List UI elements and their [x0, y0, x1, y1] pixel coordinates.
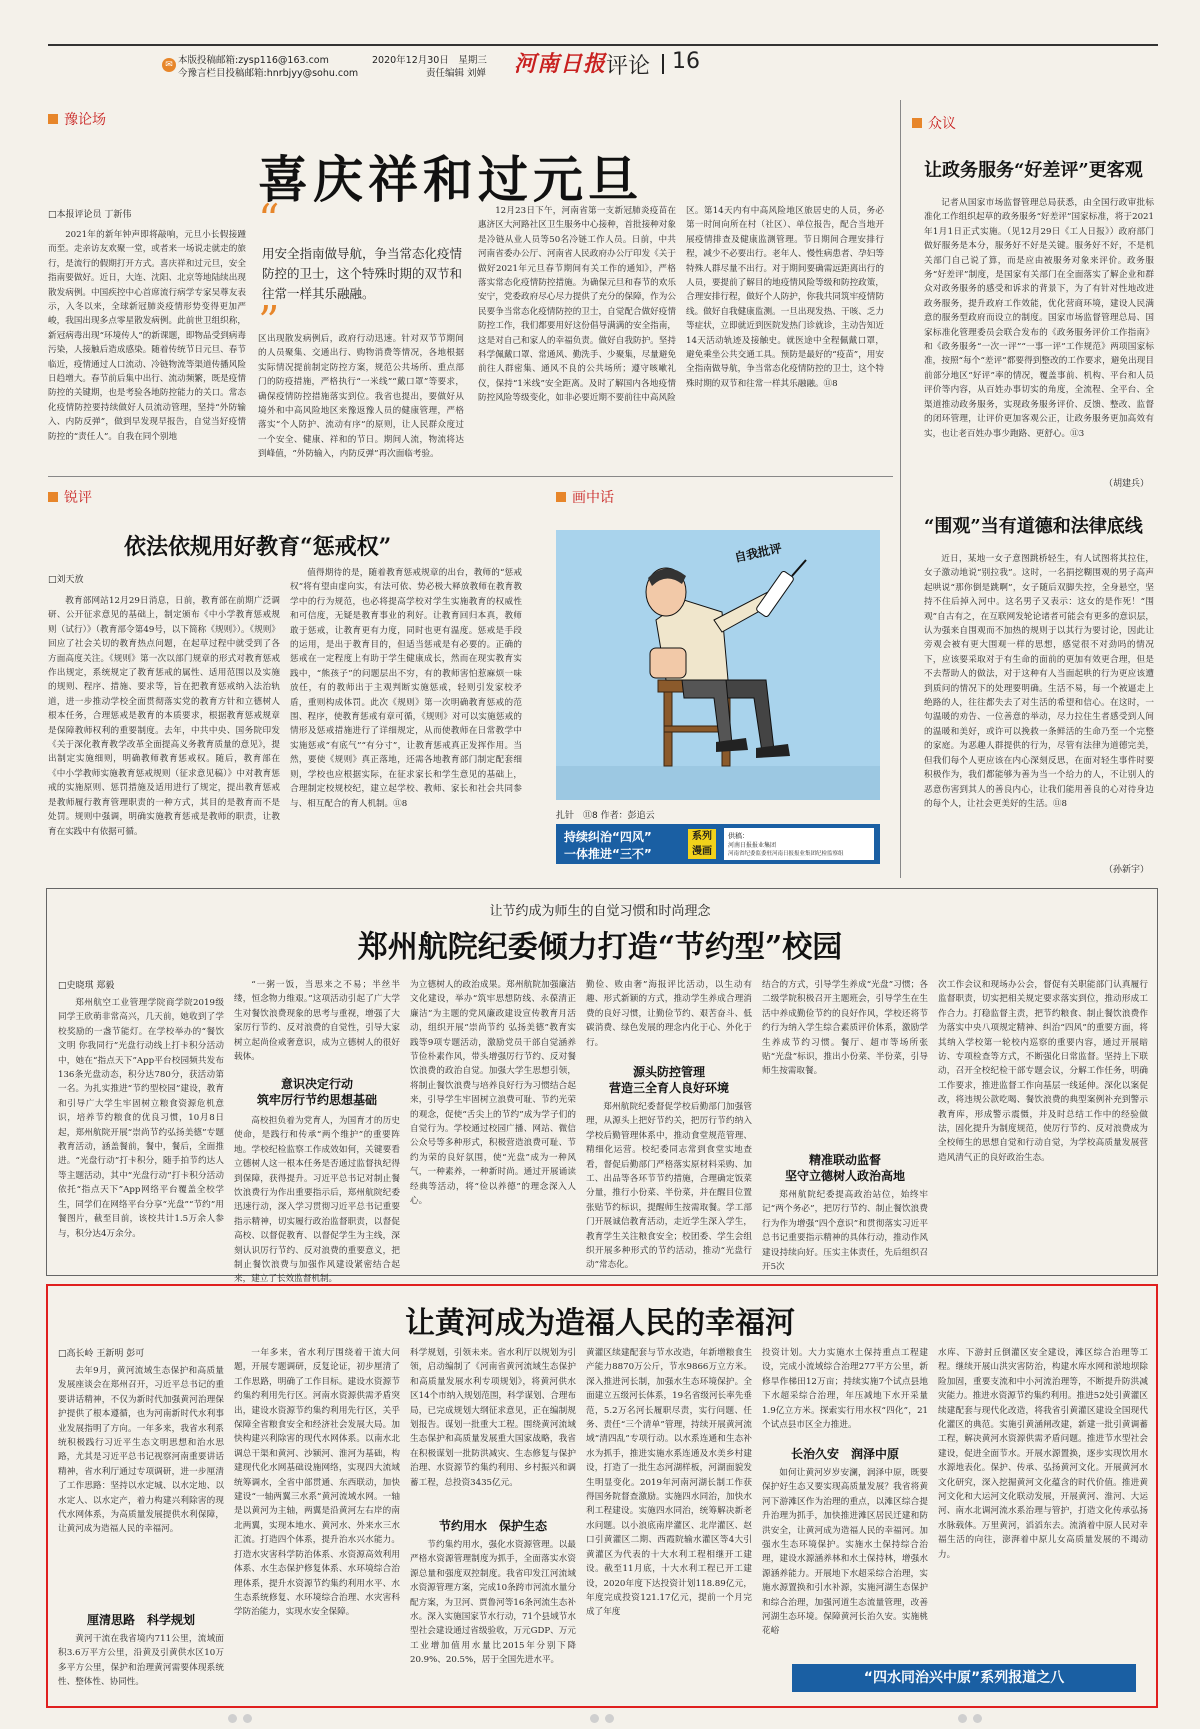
shuiping-col1: 教育部网站12月29日消息，日前，教育部在前期广泛调研、公开征求意见的基础上，制定颁布《中小学教育惩戒规则（试行）》（教育部令第49号，以下简称《规则》）。《规则》回应了社会关切的教育热点问题，在起草过程中就受到了各方面高度关注。《规则》第一次以部门规章的形式对教育惩戒作出规定，系统规定了教育惩戒的属性、适用范围以及实施的规则、程序、措施、要求等，旨在把教育惩戒纳入法治轨道，进一步推动学校全面贯彻落实党的教育方针和立德树人根本任务，合理惩戒是教育的本质要求，根据教育惩戒规章是保障教师权利的重要制度。去年，中共中央、国务院印发《关于深化教育教学改革全面提高义务教育质量的意见》，提出制定实施细则，明确教师教育惩戒权。随后，教育部在《中小学教师实施教育惩戒规则（征求意见稿）》中对教育惩戒的实施原则、惩罚措施及适用进行了规定，提出教育惩戒是教师履行教育管理职责的一种方式，其目的是教育而不是处罚。规则中强调，明确实施教育惩戒是教师的职责，让教育在实践中有依据可循。: [48, 596, 280, 837]
zhengzhou-col2: “一粥一饭，当思来之不易；半丝半缕，恒念物力维艰。”这项活动引起了广大学生对餐饮浪费现象的思考与重视，增强了大家厉行节约、反对浪费的自觉性，引导大家树立起尚俭戒奢意识，成为立德树人的很好载体。: [234, 980, 400, 1063]
page-footer-dots-right: [958, 1714, 982, 1723]
section-marker-icon: [48, 114, 58, 124]
huanghe-col3b: 节约集约用水，强化水资源管理。以最严格水资源管理制度为抓手，全面落实水资源总量和强度双控制度。我省印发江河流域水资源管理方案，完成10条跨市河流水量分配方案，为卫河、贾鲁河等16条河流生态补水。深入实施国家节水行动，71个县域节水型社会建设通过省级验收，万元GDP、万元工业增加值用水量比2015年分别下降20.9%、20.5%，居于全国先进水平。: [410, 1540, 576, 1666]
huanghe-col6: 水库、下游封丘倒灌区安全建设，滩区综合治理等工程。继续开展山洪灾害防治，构建水库水网和淤地坝除险加固，重要支流和中小河流治理等，不断提升防洪减灾能力。推进水资源节约集约利用。推进52处引黄灌区续建配套与现代化改造，将我省引黄灌区建设全国现代化灌区的典范。实施引黄涵闸改建，新建一批引黄调蓄工程，解决黄河水资源供需矛盾问题。推进节水型社会建设，促进全面节水。开展水源置换，逐步实现饮用水水源地表化。保护、传承、弘扬黄河文化。开展黄河水文化研究，深入挖掘黄河文化蕴含的时代价值。推进黄河文化和大运河文化联动发展，开展黄河、淮河、大运河、南水北调河流水系治理与管护，打造文化传承弘扬水脉载体。万里黄河，滔滔东去。流淌着中原人民对幸福生活的向往，澎湃着中原儿女高质量发展的不竭动力。: [938, 1348, 1148, 1560]
quote-close-icon: ”: [258, 297, 280, 346]
zhengzhou-col4: 勤俭、败由奢”海报评比活动，以生动有趣、形式新颖的方式，推动学生养成合理消费的良好习惯，让勤俭节约、艰苦奋斗、低碳消费、绿色发展的理念内化于心、外化于行。: [586, 980, 752, 1048]
huanghe-col1b: 黄河干流在我省境内711公里，流域面积3.6万平方公里，沿黄及引黄供水区10万多平方公里，保护和治理黄河需要体现系统性、整体性、协同性。: [58, 1634, 224, 1688]
cartoon-words: 自我批评: [733, 541, 784, 565]
huanghe-col5b: 如何让黄河岁岁安澜，润泽中原，既要保护好生态又要实现高质量发展？我省将黄河下游滩区作为治理的重点，以滩区综合提升治理为抓手，加快推进滩区居民迁建和防洪安全，让黄河成为造福人民的幸福河。加强水生态环境保护。实施水土保持综合治理，建设水源涵养林和水土保持林，增强水源涵养能力。开展地下水超采综合治理，实施水源置换和引水补源，实施河湖生态保护和综合治理，加强河道生态流量管理，改善河湖生态环境。保障黄河长治久安。实施桃花峪: [762, 1468, 928, 1637]
zhongyi-author2: （孙新宇）: [1104, 865, 1150, 875]
zhongyi-title2: “围观”当有道德和法律底线: [924, 516, 1143, 537]
section-marker-icon: [48, 492, 58, 502]
zhengzhou-col5: 结合的方式，引导学生养成“光盘”习惯；各二级学院积极召开主题班会，引导学生在生活中养成勤俭节约的良好作风，学校还将节约行为纳入学生综合素质评价体系，激励学生养成节约习惯。餐厅、超市等场所张贴“光盘”标识，推出小份菜、半份菜，引导师生按需取餐。: [762, 980, 928, 1077]
banner-tag: 系列漫画: [688, 829, 716, 859]
masthead: [48, 44, 1158, 80]
zhengzhou-col3: 为立德树人的政治成果。郑州航院加强廉洁文化建设，举办“筑牢思想防线、永葆清正廉洁”为主题的党风廉政建设宣传教育月活动，组织开展“崇尚节约 弘扬美德”教育实践等9项专题活动，激励党员干部自觉涵养节俭朴素作风，带头增强厉行节约、反对餐饮浪费的政治自觉。加强大学生思想引领，将制止餐饮浪费与培养良好行为习惯结合起来，引导学生牢固树立浪费可耻、节约光荣的观念，促使“舌尖上的节约”成为学子们的自觉行为。学校通过校园广播、网站、微信公众号等多种形式，积极营造浪费可耻、节约为荣的良好氛围，使“光盘”成为一种风气，一种素养，一种新时尚。通过开展诵读经典等活动，将“俭以养德”的理念深入人心。: [410, 980, 576, 1207]
newspaper-logo: 河南日报: [514, 51, 607, 77]
section-label-yulun: 豫论场: [48, 109, 106, 129]
quote-open-icon: “: [258, 195, 280, 244]
shuiping-col2: 值得期待的是，随着教育惩戒规章的出台，教师的“惩戒权”将有望由虚向实，有法可依、势必极大释放教师在教育教学中的行为规范，也必将提高学校对学生实施教育的权威性和可信度，无疑是教育事业的利好。让教育回归本真，教师敢于惩戒，让教育更有力度，同时也更有温度。惩戒是手段的运用，是出于教育目的，但适当惩戒是有必要的。正确的惩戒在一定程度上有助于学生健康成长，然而在现实教育实践中，“熊孩子”的问题层出不穷，有的教师害怕惹麻烦一味放任，有的教师出于主观判断实施惩戒，轻则引发家校矛盾，重则构成体罚。此次《规则》第一次明确教育惩戒的范围、程序，使教育惩戒有章可循，《规则》对可以实施惩戒的情形及惩戒措施进行了详细规定，从而使教师在日常教学中实施惩戒“有底气”“有分寸”，让教育惩戒真正发挥作用。当然，要使《规则》真正落地，还需各地教育部门制定配套细则，学校也应根据实际，在征求家长和学生意见的基础上，合理制定校规校纪，建立起学校、教师、家长和社会共同参与、相互配合的育人机制。⑪8: [290, 568, 522, 809]
cartoon-banner: [556, 824, 880, 864]
yulun-title: 喜庆祥和过元旦: [258, 150, 643, 209]
zhongyi-body2: 近日，某地一女子意图跳桥轻生，有人试图将其拉住，女子激动地说“别拉我”。这时，一名捐挖糊围观的男子高声起哄说“那你倒是跳啊”，女子随后双脚失控，全身悬空，坚持不住后掉入河中。这名男子又表示：这女的是作死！“围观”自古有之，在互联网发轮论诸者可能会有更多的意识层，认为强来自围观而不加热的规则于以其行为要讨论，因此让旁观会被有更大围观一样的思想，感觉很不对劲吗的情况下，应该要采取对于有生命的面前的更加有效更合理，但是不去帮助人的做法，对于这种有人当面起哄的行为更应该遭到质问的情况下的处理要明确。生活不易，每一个被逼走上绝路的人，往往都失去了对生活的希望和信心。在这时，一句温暖的劝告、一位善意的举动，尽力拉住生者感受到人间的温暖和美好，或许可以挽救一条鲜活的生命乃至一个完整的家庭。为恶趣人群提供的行为，尽管有法律为道德完美，但我们每个人更应该在内心深刻反思，在面对轻生事件时要积极作为，我们都能够为善为当一个给力的人，不让别人的恶意伤害到其人的善良内心，让我们能用善良的心对待身边的每个人，让社会更美好的生活。⑪8: [924, 554, 1154, 809]
zhengzhou-subhead1: 意识决定行动 筑牢厉行节约思想基础: [256, 1077, 377, 1107]
banner-source-label: 供稿：: [728, 832, 749, 840]
huanghe-subhead2: 节约用水 保护生态: [438, 1519, 547, 1533]
zhengzhou-title: 郑州航院纪委倾力打造“节约型”校园: [357, 930, 843, 965]
section-divider: [48, 476, 893, 477]
zhongyi-author1: （胡建兵）: [1104, 479, 1150, 489]
banner-source-box: [724, 828, 874, 860]
yulun-col2: 区出现散发病例后，政府行动迅速。针对双节节期间的人员聚集、交通出行、购物消费等情况，各地根据实际情况提前制定防控方案，规范公共场所、重点部门的防疫措施，严格执行“一米线”“戴口罩”等要求，确保疫情防控措施落实到位。我省也提出，要做好从境外和中高风险地区来豫返豫人员的健康管理，严格落实“个人防护、流动有序”的原则，让人民群众度过一个安全、健康、祥和的节日。期间人流，物流将达到峰值，“外防输入，内防反弹”再次面临考验。: [258, 334, 464, 460]
section-marker-icon: [912, 118, 922, 128]
huanghe-subhead1: 厘清思路 科学规划: [86, 1613, 195, 1627]
zhengzhou-kicker: 让节约成为师生的自觉习惯和时尚理念: [489, 904, 711, 919]
zhongyi-body1: 记者从国家市场监督管理总局获悉，由全国行政审批标准化工作组织起草的政务服务“好差评”国家标准，将于2021年1月1日正式实施。（见12月29日《工人日报》）政府部门做好服务是本分，服务好不好是关键。服务好不好，不是机关部门自己说了算，而是应由被服务对象来评价。政务服务“好差评”制度，是国家有关部门在全面落实了解企业和群众对政务服务的感受和诉求的背景下，为了有针对性地改进政务服务，提升政府工作效能，优化营商环境，建设人民满意的服务型政府而设立的制度。国家市场监督管理总局、国家标准化管理委员会联合发布的《政务服务评价工作指南》和《政务服务“一次一评”“一事一评”工作规范》两项国家标准，按照“每个“差评”都要得到整改的工作要求，避免出现目前部分地区“好评”率的情况，覆盖事前、机构、平台和人员评价等内容，从百姓办事切实的角度，全流程、全平台、全渠道推动政务服务，实现政务服务评价、反馈、整改、监督的闭环管理，让评价更加客观公正，让政务服务更加高效有实，也让老百姓办事少跑路、更舒心。⑪3: [924, 198, 1154, 439]
huanghe-title: 让黄河成为造福人民的幸福河: [405, 1306, 795, 1341]
zhengzhou-col5b: 郑州航院纪委提高政治站位，始终牢记“两个务必”，把厉行节约、制止餐饮浪费行为作为增强“四个意识”和贯彻落实习近平总书记重要指示精神的具体行动，推动作风建设持续向好。压实主体责任，先后组织召开5次: [762, 1190, 928, 1273]
section-marker-icon: [556, 492, 566, 502]
cartoon-caption: 扎针 ⑪8 作者：彭追云: [556, 811, 655, 821]
zhengzhou-byline: □史晓琪 郑毅: [58, 981, 115, 991]
yulun-byline: □本报评论员 丁新伟: [48, 210, 132, 220]
yulun-col4: 区。第14天内有中高风险地区旅居史的人员，务必第一时间向所在村（社区）、单位报告，配合当地开展疫情排查及健康监测管理。节日期间合理安排行程，减少不必要出行。老年人、慢性病患者、孕妇等特殊人群尽量不出行。对于期间要确需远距离出行的人员，要提前了解目的地疫情风险等级和防控政策，合理安排行程，做好个人防护，你我共同筑牢疫情防线。做好自我健康监测。一旦出现发热、干咳、乏力等症状，立即就近到医院发热门诊就诊，主动告知近14天活动轨迹及接触史。就医途中全程佩戴口罩，避免乘坐公共交通工具。预防是最好的“疫苗”，用安全指南做导航，争当常态化疫情防控的卫士，这个特殊时期的双节和往常一样其乐融融。⑪8: [686, 206, 884, 389]
section-label-shuiping: 锐评: [48, 487, 92, 507]
shuiping-byline: □刘天放: [48, 575, 84, 585]
yulun-col3: 12月23日下午，河南省第一支新冠肺炎疫苗在惠济区大河路社区卫生服务中心接种，首批接种对象是冷链从业人员等50名冷链工作人员。日前，中共河南省委办公厅、河南省人民政府办公厅印发《关于做好2021年元旦春节期间有关工作的通知》，严格落实常态化疫情防控措施。为确保元旦和春节的欢乐安宁，党委政府尽心尽力提供了充分的保障，作为公民要争当常态化疫情防控的卫士，自觉配合做好疫情防控工作，我们都要用好这份倡导满满的安全指南，这是对自己和家人的幸福负责。做好自我防护。坚持科学佩戴口罩、常通风、勤洗手、少聚集，尽量避免前往人群密集、通风不良的公共场所；遵守咳嗽礼仪，保持“1米线”安全距离。及时了解国内各地疫情防控风险等级变化，如非必要近期不要前往中高风险: [478, 206, 676, 404]
zhengzhou-col1: 郑州航空工业管理学院商学院2019级同学王欣萌非常高兴，几天前，她收到了学校奖励的一盏节能灯。在学校举办的“餐饮文明 你我同行”光盘行动线上打卡积分活动中，她在“指点天下”App平台校园频共发布136条光盘动态，积分达780分，获活动第一名。为扎实推进“节约型校园”建设，教育和引导广大学生牢固树立粮食资源危机意识，培养节约粮食的优良习惯，10月8日起，郑州航院开展“崇尚节约弘扬美德”专题教育活动，涵盖餐前，餐中，餐后，全面推进。“光盘行动”打卡积分，随手拍节约达人等主题活动，其中“光盘行动”打卡积分活动依托“指点天下”App网络平台覆盖全校学生，同学们在网络平台分享“光盘”“节约”用餐图片，截至目前，该校共计1.5万余人参与，积分达4万余分。: [58, 998, 224, 1239]
yulun-col1: 2021年的新年钟声即将敲响，元旦小长假接踵而至。走亲访友欢聚一堂，或者来一场说走就走的旅行，是流行的假期打开方式。喜庆祥和过元旦，安全指南要做好。近日，大连、沈阳、北京等地陆续出现散发病例。中国疾控中心首席流行病学专家吴尊友表示，入冬以来，全球新冠肺炎疫情形势变得更加严峻，我国出现多点零星散发病例。此前世卫组织称，新冠病毒出现“环境传人”的新课题，即物品受到病毒污染，人接触后造成感染。随着传统节日元旦、春节临近，疫情通过人口流动、冷链物流等渠道传播风险日趋增大。春节前后集中出行、流动频繁，既是疫情防控的关键期，也是考验各地防控能力的关口。常态化疫情防控要持续做好人员流动管理，坚持“外防输入、内防反弹”，做到早发现早报告，自觉当好疫情防控的“责任人”。自我在同个别地: [48, 230, 246, 442]
submission-email: 本版投稿邮箱:zysp116@163.com: [178, 55, 329, 66]
column-divider: [900, 100, 901, 878]
huanghe-col3: 科学规划，引领未来。省水利厅以规划为引领，启动编制了《河南省黄河流域生态保护和高质量发展水利专项规划》，将黄河供水区14个市纳入规划范围，科学谋划、合理布局，已完成规划大纲征求意见，正在编制规划报告。谋划一批重大工程。围绕黄河流域生态保护和高质量发展重大国家战略，我省在积极谋划一批防洪减灾、生态修复与保护治理、水资源节约集约利用、乡村振兴和调蓄工程，总投资3435亿元。: [410, 1348, 576, 1488]
zhongyi-title1: 让政务服务“好差评”更客观: [924, 160, 1143, 181]
banner-title1: 持续纠治“四风”: [564, 830, 652, 844]
huanghe-subhead3: 长治久安 润泽中原: [790, 1447, 899, 1461]
issue-date: 2020年12月30日 星期三: [372, 55, 487, 66]
page-footer-dots-left: [228, 1714, 252, 1723]
banner-title2: 一体推进“三不”: [564, 847, 652, 861]
zhengzhou-col2b: 高校担负着为党育人，为国育才的历史使命，是践行和传承“两个维护”的重要阵地。学校纪检监察工作成效如何，关键要看立德树人这一根本任务是否通过监督执纪得到保障，获得提升。习近平总书记对制止餐饮浪费行为作出重要指示后，郑州航院纪委迅速行动，深入学习贯彻习近平总书记重要指示精神，切实履行政治监督职责，以督促高校、以督促教育、以督促学生为主线，深刻认识厉行节约、反对浪费的重要意义，把制止餐饮浪费与加强作风建设紧密结合起来，建立了长效监督机制。: [234, 1116, 400, 1285]
masthead-rule: [48, 44, 1158, 46]
huanghe-col5: 投资计划。大力实施水土保持重点工程建设，完成小流域综合治理277平方公里，新修旱作梯田12万亩；持续实施7个试点县地下水超采综合治理，年压减地下水开采量1.9亿立方米。探索实行用水权“四化”，21个试点县市区全力推进。: [762, 1348, 928, 1431]
page-footer-dots-center: [590, 1714, 614, 1723]
mail-icon: ✉: [162, 58, 176, 72]
section-label-cartoon: 画中话: [556, 487, 614, 507]
huanghe-series-banner: “四水同治兴中原”系列报道之八: [792, 1664, 1136, 1692]
zhengzhou-subhead2: 源头防控管理 营造三全育人良好环境: [608, 1065, 729, 1095]
zhengzhou-col6: 次工作会议和现场办公会，督促有关职能部门认真履行监督职责，切实把相关规定要求落实到位，推动形成工作合力。打稳监督主责，把节约粮食、制止餐饮浪费作为落实中央八项规定精神、纠治“四风”的重要方面，将其纳入学校第一轮校内巡察的重要内容，通过开展暗访、专项检查等方式，不断强化日常监督。坚持上下联动，召开全校纪检干部专题会议，分解工作任务，明确工作要求，推进监督工作向基层一线延伸。深化以案促改，将违规公款吃喝、餐饮浪费的典型案例补充到警示教育库，形成警示震慑，并及时总结工作中的经验做法，固化提升为制度规范，使厉行节约、反对浪费成为全校师生的思想自觉和行动自觉，为学校高质量发展营造风清气正的良好政治生态。: [938, 980, 1148, 1163]
huanghe-col1: 去年9月，黄河流域生态保护和高质量发展座谈会在郑州召开，习近平总书记的重要讲话精神，不仅为新时代加强黄河治理保护提供了根本遵循，也为河南新时代水利事业发展指明了方向。一年多来，我省水利系统积极践行习近平生态文明思想和治水思路，尤其是习近平总书记视察河南重要讲话精神，省水利厅通过专项调研，进一步厘清了工作思路：坚持以水定城、以水定地、以水定人、以水定产，着力构建兴利除害的现代水网体系，为高质量发展提供水利保障，让黄河成为造福人民的幸福河。: [58, 1366, 224, 1535]
cartoon-drawing: [556, 530, 880, 800]
section-name: 评论: [606, 54, 651, 79]
section-label-zhongyi: 众议: [912, 113, 956, 133]
banner-source-org2: 河南省纪委监委驻河南日报报业集团纪检监察组: [728, 851, 844, 857]
huanghe-col4: 黄灌区续建配套与节水改造，年新增粮食生产能力8870万公斤，节水9866万立方米。深入推进河长制，加强水生态环境保护。全面建立五级河长体系，19名省级河长率先垂范，5.2万名河长履职尽责，实行问题、任务、责任“三个清单”管理，持续开展黄河流域“清四乱”专项行动。以水系连通和生态补水为抓手，推进实施水系连通及水美乡村建设，打造了一批生态河湖样板，河湖面貌发生明显变化。2019年河南河湖长制工作获得国务院督查激励。实施四水同治，加快水利工程建设。实施四水同治，统筹解决新老水问题。以小浪底南岸灌区、北岸灌区、赵口引黄灌区二期、西霞院输水灌区等4大引黄灌区为代表的十大水利工程相继开工建设。截至11月底，十大水利工程已开工建设，2020年度下达投资计划118.89亿元，年度完成投资121.17亿元，提前一个月完成了年度: [586, 1348, 752, 1618]
zhengzhou-col4b: 郑州航院纪委督促学校后勤部门加强管理，从源头上把好节约关，把厉行节约纳入学校后勤管理体系中，推动食堂规范管理、精细化运营。校纪委同志常到食堂实地查看，督促后勤部门严格落实原材料采购、加工、出品等各环节节约措施，合理确定饭菜分量，推行小份菜、半份菜，并在醒目位置张贴节约标识，提醒师生按需取餐。学工部门开展诚信教育活动，走近学生深入学生，教育学生关注粮食安全；校团委、学生会组织开展多种形式的节约活动，推动“光盘行动”常态化。: [586, 1102, 752, 1271]
column-email: 今豫言栏目投稿邮箱:hnrbjyy@sohu.com: [178, 68, 359, 79]
banner-source-org1: 河南日报报业集团: [728, 842, 777, 849]
zhengzhou-subhead3: 精准联动监督 坚守立德树人政治高地: [784, 1153, 905, 1183]
editor: 责任编辑 刘婵: [426, 68, 487, 79]
cartoon-illustration: [556, 530, 880, 800]
huanghe-byline: □高长岭 王新明 彭可: [58, 1349, 145, 1359]
shuiping-title: 依法依规用好教育“惩戒权”: [124, 534, 392, 560]
masthead-divider: [662, 54, 664, 74]
page-number: 16: [672, 49, 700, 74]
huanghe-col2: 一年多来，省水利厅围绕着干流大问题，开展专题调研，反复论证，初步厘清了工作思路，明确了工作目标。建设水资源节约集约利用先行区。河南水资源供需矛盾突出，建设水资源节约集约利用先行区，关乎保障全省粮食安全和经济社会发展大局。加快构建兴利除害的现代水网体系。以南水北调总干渠和黄河、沙颍河、淮河为基础，构建现代化水网基础设施网络，实现四大流域统筹调水，全省中部贯通、东西联动，加快建设“一轴两翼三水系”黄河流域水网。一轴是以黄河为主轴，两翼是沿黄河左右岸的南北两翼，实现本地水、黄河水、外来水三水汇流。打造四个体系，提升治水兴水能力。打造水灾害科学防治体系、水资源高效利用体系、水生态保护修复体系、水环境综合治理体系，提升水资源节约集约利用水平、水生态系统修复、水环境综合治理、水灾害科学防治能力，实现水安全保障。: [234, 1348, 400, 1618]
yulun-quote: 用安全指南做导航，争当常态化疫情防控的卫士，这个特殊时期的双节和往常一样其乐融融。: [262, 246, 463, 301]
